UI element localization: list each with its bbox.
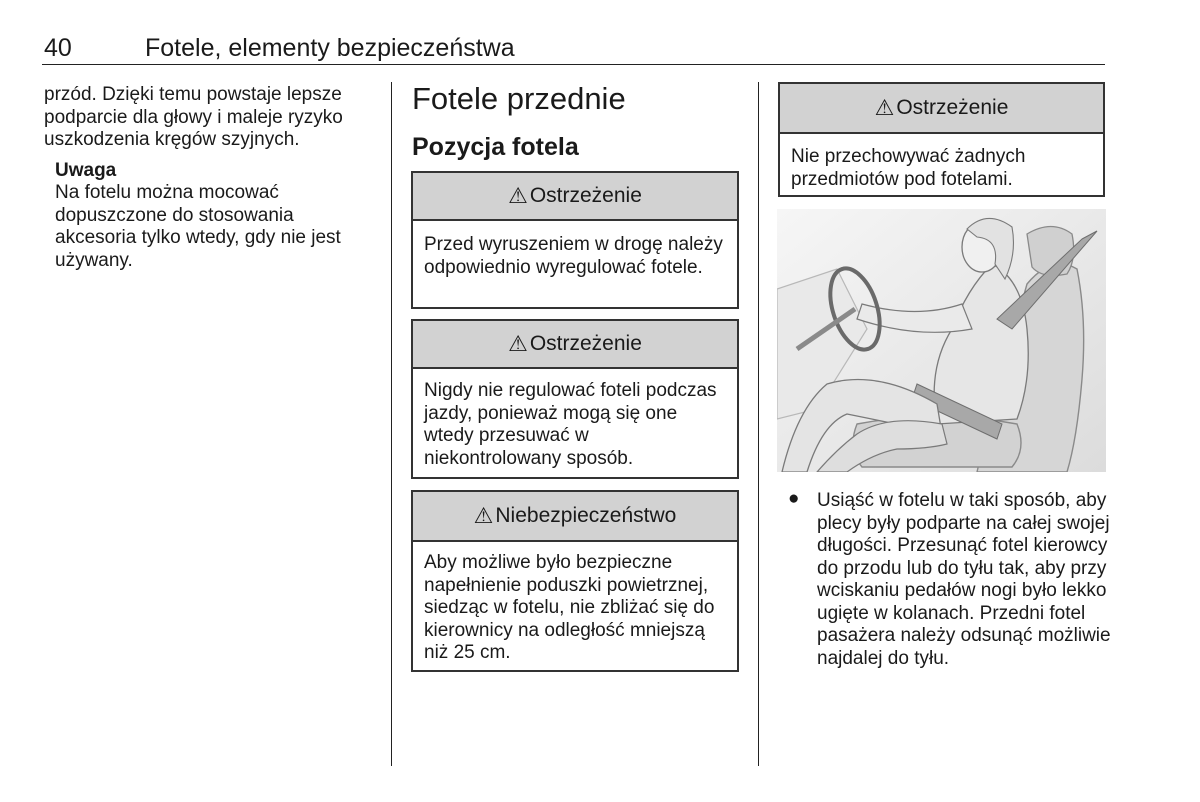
page-title: Fotele, elementy bezpieczeństwa <box>145 34 515 62</box>
warning-triangle-icon: ⚠ <box>508 331 528 356</box>
warning-triangle-icon: ⚠ <box>508 183 528 208</box>
warning-text: Nigdy nie regulować foteli podczas jazdy, ponieważ mogą się one wtedy przesuwać w niekontrolowany sposób. <box>424 380 717 469</box>
header-divider <box>42 64 1105 65</box>
danger-box <box>411 490 739 672</box>
note-text: Na fotelu można mocować dopuszczone do stosowania akcesoria tylko wtedy, gdy nie jest używany. <box>55 182 341 271</box>
note-block <box>55 160 373 272</box>
warning-triangle-icon: ⚠ <box>473 503 494 528</box>
warning-triangle-icon: ⚠ <box>874 95 895 120</box>
danger-header <box>413 492 737 542</box>
warning-title: Ostrzeżenie <box>896 96 1009 119</box>
warning-box <box>411 319 739 479</box>
warning-header <box>780 84 1103 134</box>
warning-title: Ostrzeżenie <box>529 332 642 355</box>
seat-position-illustration <box>777 209 1106 472</box>
warning-text: Nie przechowywać żadnych przedmiotów pod fotelami. <box>791 146 1026 190</box>
column-divider-left <box>391 82 392 766</box>
warning-title: Ostrzeżenie <box>529 184 642 207</box>
section-subheading: Pozycja fotela <box>412 133 579 161</box>
driver-seat-drawing <box>777 209 1106 472</box>
warning-text: Przed wyruszeniem w drogę należy odpowiednio wyregulować fotele. <box>424 234 723 278</box>
column-divider-right <box>758 82 759 766</box>
note-title: Uwaga <box>55 160 117 181</box>
danger-title: Niebezpieczeństwo <box>495 504 677 527</box>
section-heading: Fotele przednie <box>412 81 626 116</box>
page-number: 40 <box>44 34 72 62</box>
bullet-text: Usiąść w fotelu w taki sposób, aby plecy były podparte na całej swojej długości. Przesunąć fotel kierowcy do przodu lub do tyłu tak, aby przy wciskaniu pedałów nogi było lekko ugięte w kolanach. Przedni fotel pasażera należy odsunąć możliwie najdalej do tyłu. <box>817 490 1111 669</box>
warning-box <box>411 171 739 309</box>
warning-box <box>778 82 1105 197</box>
warning-header <box>413 173 737 221</box>
danger-text: Aby możliwe było bezpieczne napełnienie poduszki powietrznej, siedząc w fotelu, nie zbliżać się do kierownicy na odległość mniejszą niż 25 cm. <box>424 552 715 663</box>
warning-header <box>413 321 737 369</box>
intro-paragraph: przód. Dzięki temu powstaje lepsze podparcie dla głowy i maleje ryzyko uszkodzenia kręgów szyjnych. <box>44 84 343 150</box>
bullet-icon: ● <box>788 488 800 509</box>
